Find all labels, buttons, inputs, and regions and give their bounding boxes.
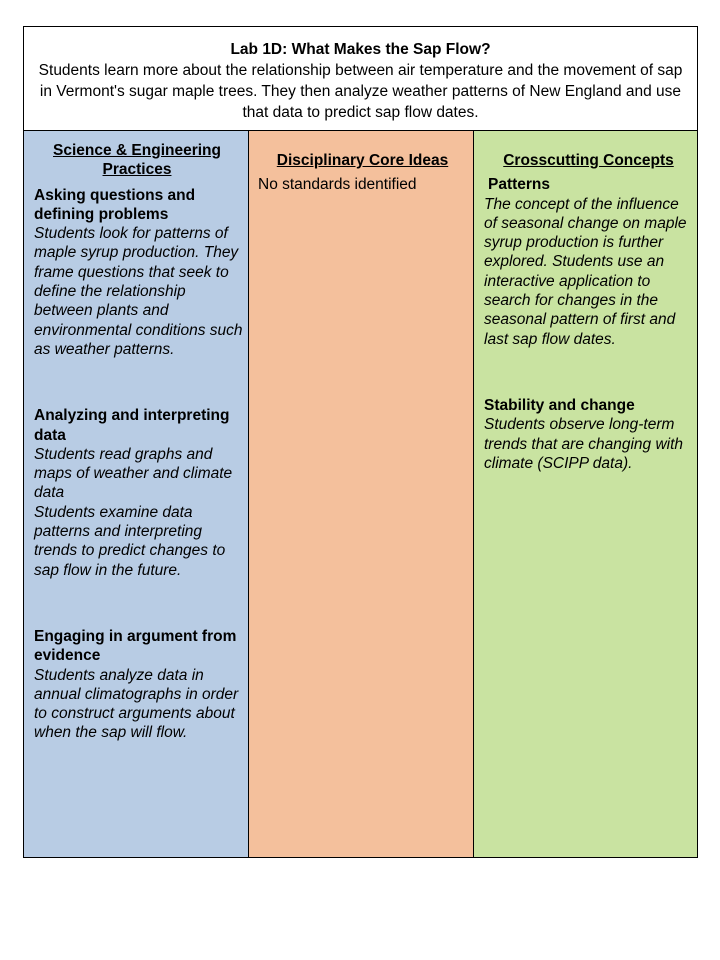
concept-item (484, 396, 693, 473)
practice-item (34, 406, 246, 580)
concept-title: Patterns (488, 176, 551, 194)
practices-heading: Science & Engineering Practices (53, 142, 221, 179)
core-ideas-text: No standards identified (258, 176, 417, 194)
concept-item (484, 175, 693, 349)
practice-title: Asking questions and defining problems (34, 186, 196, 223)
practice-text: Students examine data patterns and interpreting trends to predict changes to sap flow in the future. (34, 503, 226, 579)
concept-title: Stability and change (484, 396, 635, 414)
practices-column (24, 131, 249, 857)
concept-text: Students observe long-term trends that are changing with climate (SCIPP data). (484, 416, 684, 472)
practice-title: Engaging in argument from evidence (34, 627, 237, 665)
lab-title: Lab 1D: What Makes the Sap Flow? (230, 41, 491, 58)
core-ideas-heading: Disciplinary Core Ideas (276, 152, 449, 169)
crosscutting-column (474, 131, 697, 857)
lab-header (24, 27, 697, 131)
practice-item (34, 627, 246, 743)
practice-text: Students analyze data in annual climatographs in order to construct arguments about when the sap will flow. (34, 666, 239, 742)
practice-title: Analyzing and interpreting data (34, 407, 230, 444)
practice-text: Students read graphs and maps of weather and climate data (34, 445, 233, 502)
lab-description: Students learn more about the relationship between air temperature and the movement of sap in Vermont's sugar maple trees. They then analyze weather patterns of New England and use that data to predict sap flow dates. (38, 62, 683, 121)
practice-text: Students look for patterns of maple syrup production. They frame questions that seek to define the relationship between plants and environmental conditions such as weather patterns. (34, 225, 243, 358)
standards-table (23, 26, 698, 858)
concept-text: The concept of the influence of seasonal change on maple syrup production is further explored. Students use an interactive application to search for changes in the seasonal pattern of first and last sap flow dates. (484, 195, 687, 348)
core-ideas-column (249, 131, 474, 857)
practice-item (34, 186, 246, 360)
crosscutting-heading: Crosscutting Concepts (503, 152, 674, 169)
